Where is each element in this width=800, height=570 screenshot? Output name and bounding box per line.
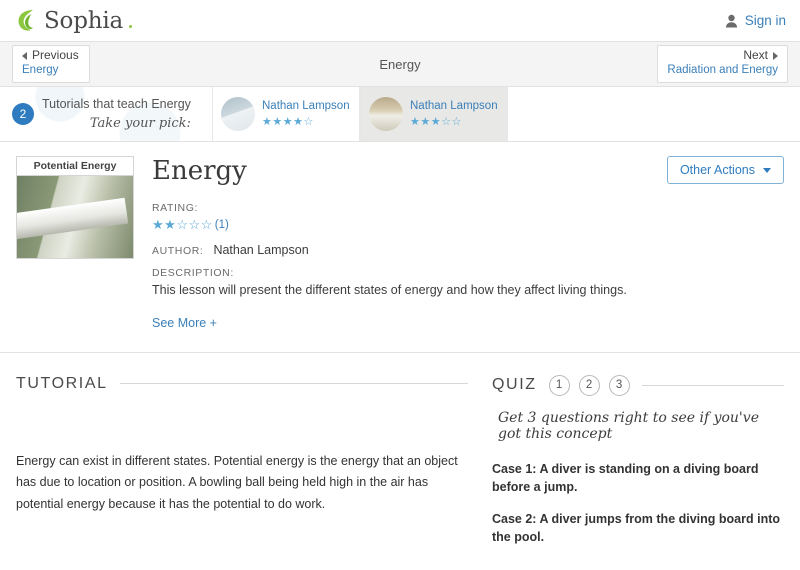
quiz-case-1: Case 1: A diver is standing on a diving board before a jump. bbox=[492, 461, 759, 494]
site-header bbox=[0, 0, 800, 42]
quiz-section-header bbox=[492, 375, 784, 396]
chevron-left-icon bbox=[22, 52, 27, 60]
tutorial-card-1[interactable] bbox=[212, 87, 360, 141]
next-button[interactable] bbox=[657, 45, 788, 82]
tutorial-thumbnail bbox=[221, 97, 255, 131]
lesson-header bbox=[0, 142, 800, 353]
lesson-thumbnail-image bbox=[16, 175, 134, 259]
author-row bbox=[152, 243, 784, 257]
rating-label: RATING: bbox=[152, 202, 199, 214]
description-text: This lesson will present the different states of energy and how they affect living things. bbox=[152, 283, 627, 297]
quiz-section-title: QUIZ bbox=[492, 376, 537, 393]
brand-logo[interactable] bbox=[14, 8, 132, 34]
tutorial-author: Nathan Lampson bbox=[262, 99, 350, 112]
author-name: Nathan Lampson bbox=[213, 243, 309, 257]
tutorial-section-title: TUTORIAL bbox=[16, 374, 108, 392]
previous-sublabel: Energy bbox=[22, 64, 59, 77]
previous-button-top bbox=[22, 49, 80, 63]
other-actions-button[interactable] bbox=[667, 156, 784, 184]
tutorials-strip bbox=[0, 87, 800, 142]
content-columns bbox=[0, 353, 800, 561]
tutorial-thumbnail bbox=[369, 97, 403, 131]
brand-dot bbox=[129, 25, 132, 28]
author-label: AUTHOR: bbox=[152, 245, 204, 257]
rating-count: (1) bbox=[214, 219, 229, 231]
lesson-navbar bbox=[0, 42, 800, 87]
tutorials-summary-text bbox=[42, 96, 191, 132]
tutorial-rating-stars: ★★★★☆ bbox=[262, 116, 314, 129]
quiz-prompt: Get 3 questions right to see if you've got this concept bbox=[498, 409, 759, 442]
sign-in-label: Sign in bbox=[744, 13, 786, 28]
tutorials-summary-label: Tutorials that teach Energy bbox=[42, 96, 191, 111]
quiz-case-2: Case 2: A diver jumps from the diving board into the pool. bbox=[492, 511, 781, 544]
sign-in-button[interactable] bbox=[725, 13, 786, 28]
previous-label: Previous bbox=[32, 48, 79, 63]
description-label: DESCRIPTION: bbox=[152, 267, 234, 279]
tutorials-count-badge: 2 bbox=[12, 103, 34, 125]
rating-stars-filled: ★★ bbox=[152, 217, 177, 232]
chevron-right-icon bbox=[773, 52, 778, 60]
other-actions-label: Other Actions bbox=[679, 163, 755, 177]
take-your-pick-label: Take your pick: bbox=[89, 115, 191, 131]
tutorial-rating-stars: ★★★☆☆ bbox=[410, 116, 462, 129]
chevron-down-icon bbox=[763, 168, 771, 173]
tutorials-summary bbox=[0, 87, 212, 141]
quiz-question-1[interactable]: 1 bbox=[549, 375, 570, 396]
quiz-question-3[interactable]: 3 bbox=[609, 375, 630, 396]
lesson-thumbnail-caption: Potential Energy bbox=[16, 156, 134, 175]
brand-name: Sophia bbox=[44, 7, 124, 34]
quiz-column bbox=[492, 375, 784, 561]
user-icon bbox=[725, 14, 738, 28]
lesson-thumbnail-block bbox=[16, 156, 134, 330]
next-label: Next bbox=[743, 48, 768, 63]
rating-row[interactable] bbox=[152, 217, 784, 233]
tutorial-section-header bbox=[16, 375, 468, 393]
sophia-leaf-icon bbox=[14, 8, 38, 34]
section-divider bbox=[120, 383, 468, 384]
rating-stars-empty: ☆☆☆ bbox=[176, 217, 213, 232]
tutorial-card-2[interactable] bbox=[360, 87, 508, 141]
next-sublabel: Radiation and Energy bbox=[667, 64, 778, 77]
tutorials-strip-filler bbox=[508, 87, 800, 141]
quiz-question-nav bbox=[549, 375, 630, 396]
see-more-button[interactable]: See More + bbox=[152, 315, 217, 330]
tutorial-column bbox=[16, 375, 468, 561]
section-divider bbox=[642, 385, 784, 386]
navbar-title: Energy bbox=[379, 56, 421, 72]
tutorial-author: Nathan Lampson bbox=[410, 99, 498, 112]
page-title: Energy bbox=[152, 156, 247, 186]
next-button-top bbox=[667, 49, 778, 63]
tutorial-card-meta bbox=[410, 100, 498, 129]
tutorial-paragraph: Energy can exist in different states. Potential energy is the energy that an object has due to location or position. A bowling ball being held high in the air has potential energy because it has the potential to do work. bbox=[16, 453, 458, 512]
previous-button[interactable] bbox=[12, 45, 90, 82]
quiz-question-2[interactable]: 2 bbox=[579, 375, 600, 396]
tutorial-card-meta bbox=[262, 100, 350, 129]
